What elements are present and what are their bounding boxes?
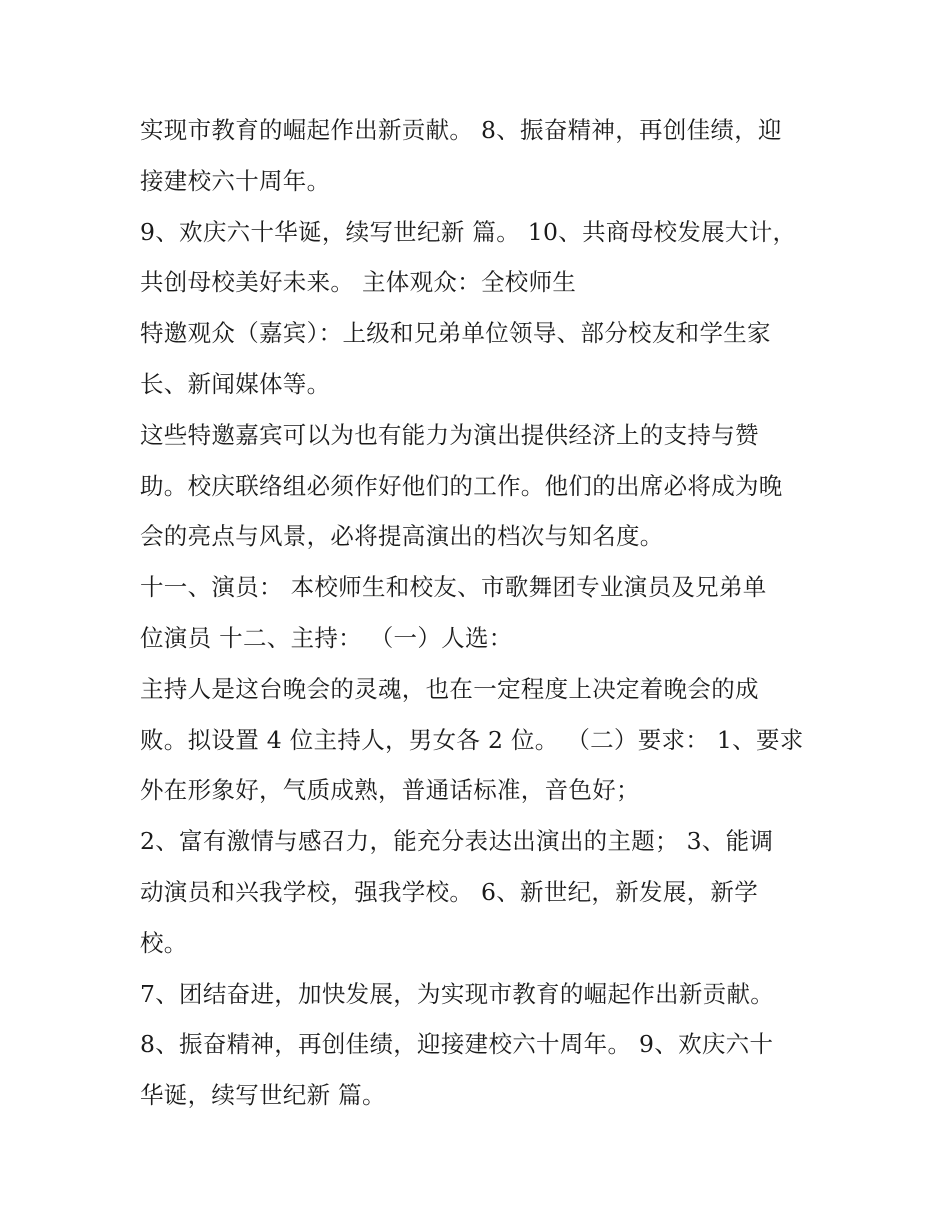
text-line: 2、富有激情与感召力，能充分表达出演出的主题； 3、能调 [140,827,774,856]
text-line: 长、新闻媒体等。 [140,369,331,398]
text-line: 败。拟设置 4 位主持人，男女各 2 位。 （二）要求： 1、要求 [140,725,804,754]
text-line: 位演员 十二、主持： （一）人选： [140,623,513,652]
text-line: 这些特邀嘉宾可以为也有能力为演出提供经济上的支持与赞 [140,420,759,449]
text-line: 十一、演员： 本校师生和校友、市歌舞团专业演员及兄弟单 [140,573,767,602]
text-line: 7、团结奋进，加快发展，为实现市教育的崛起作出新贡献。 [140,979,775,1008]
text-line: 实现市教育的崛起作出新贡献。 8、振奋精神，再创佳绩，迎 [140,116,782,144]
text-line: 校。 [140,928,188,957]
text-line: 会的亮点与风景，必将提高演出的档次与知名度。 [140,522,664,551]
text-line: 动演员和兴我学校，强我学校。 6、新世纪，新发展，新学 [140,877,759,906]
text-line: 外在形象好，气质成熟，普通话标准，音色好； [140,776,640,805]
text-line: 助。校庆联络组必须作好他们的工作。他们的出席必将成为晚 [140,471,783,500]
text-line: 9、欢庆六十华诞，续写世纪新 篇。 10、共商母校发展大计， [140,217,797,246]
text-line: 华诞，续写世纪新 篇。 [140,1081,386,1110]
text-line: 8、振奋精神，再创佳绩，迎接建校六十周年。 9、欢庆六十 [140,1030,774,1059]
text-line: 特邀观众（嘉宾）：上级和兄弟单位领导、部分校友和学生家 [140,319,771,348]
text-line: 共创母校美好未来。 主体观众：全校师生 [140,268,577,297]
document-body [140,105,830,1121]
text-line: 主持人是这台晚会的灵魂，也在一定程度上决定着晚会的成 [140,674,759,703]
text-line: 接建校六十周年。 [140,166,331,195]
